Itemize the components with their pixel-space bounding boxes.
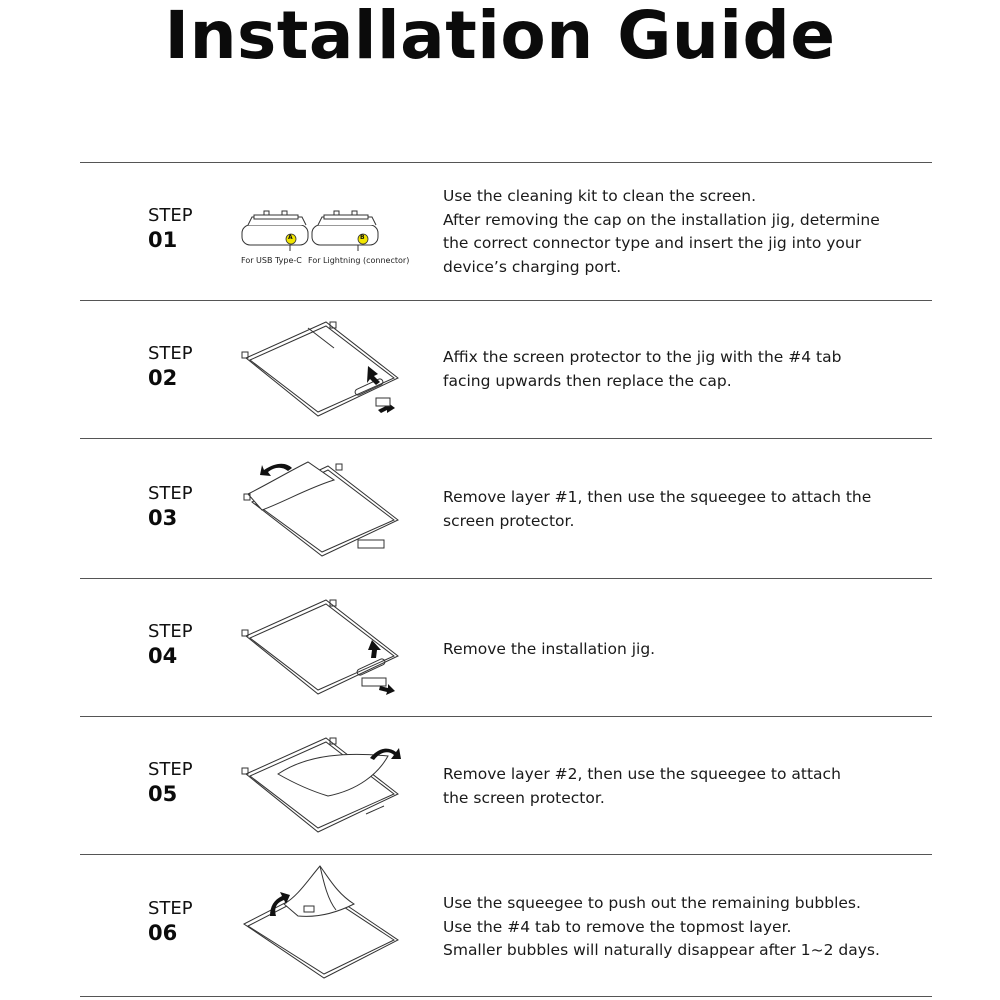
divider: [80, 854, 932, 855]
step-word: STEP: [148, 898, 193, 919]
step-number: 05: [148, 782, 178, 806]
step-word: STEP: [148, 621, 193, 642]
divider: [80, 300, 932, 301]
step-text-line: facing upwards then replace the cap.: [443, 371, 732, 390]
step-number: 06: [148, 921, 178, 945]
tablet-peel-layer-2-illustration: [238, 734, 408, 839]
step-04-label: [148, 621, 193, 669]
step-02-label: [148, 343, 193, 391]
step-05-label: [148, 759, 193, 807]
step-number: 02: [148, 366, 178, 390]
step-word: STEP: [148, 205, 193, 226]
step-text-line: Remove the installation jig.: [443, 640, 656, 658]
step-04-text: [443, 638, 943, 662]
installation-jig-illustration: [238, 205, 408, 255]
step-06-text: [443, 892, 943, 963]
step-text-line: Smaller bubbles will naturally disappear after 1~2 days.: [443, 941, 880, 959]
step-text-line: the correct connector type and insert the jig into your: [443, 234, 862, 252]
step-text-line: Remove layer #1, then use the squeegee to attach the: [443, 488, 872, 506]
badge-b-letter: B: [360, 234, 365, 241]
step-word: STEP: [148, 759, 193, 780]
step-word: STEP: [148, 483, 193, 504]
step-01-label: [148, 205, 193, 253]
page-title: Installation Guide: [164, 0, 836, 74]
divider: [80, 162, 932, 163]
step-text-line: Remove layer #2, then use the squeegee to attach: [443, 765, 841, 783]
step-text-line: device’s charging port.: [443, 257, 622, 276]
step-03-label: [148, 483, 193, 531]
divider: [80, 438, 932, 439]
divider: [80, 996, 932, 997]
tablet-remove-top-layer-illustration: [238, 860, 408, 990]
step-number: 04: [148, 644, 178, 668]
tablet-peel-layer-1-illustration: [238, 458, 408, 563]
step-text-line: screen protector.: [443, 511, 575, 530]
step-02-text: [443, 346, 943, 393]
step-text-line: Affix the screen protector to the jig with the #4 tab: [443, 348, 842, 366]
badge-a-letter: A: [288, 234, 293, 241]
tablet-affix-illustration: [238, 318, 408, 423]
step-06-label: [148, 898, 193, 946]
step-number: 03: [148, 506, 178, 530]
connector-caption-a: For USB Type-C: [241, 256, 302, 265]
step-text-line: Use the #4 tab to remove the topmost layer.: [443, 917, 792, 936]
step-05-text: [443, 763, 943, 810]
connector-caption-b: For Lightning (connector): [308, 256, 410, 265]
step-number: 01: [148, 228, 178, 252]
step-text-line: the screen protector.: [443, 788, 605, 807]
step-01-text: [443, 185, 943, 279]
divider: [80, 716, 932, 717]
step-text-line: Use the cleaning kit to clean the screen.: [443, 187, 757, 205]
tablet-remove-jig-illustration: [238, 596, 408, 701]
step-text-line: Use the squeegee to push out the remaining bubbles.: [443, 894, 861, 912]
step-word: STEP: [148, 343, 193, 364]
divider: [80, 578, 932, 579]
step-03-text: [443, 486, 943, 533]
step-text-line: After removing the cap on the installation jig, determine: [443, 210, 880, 229]
